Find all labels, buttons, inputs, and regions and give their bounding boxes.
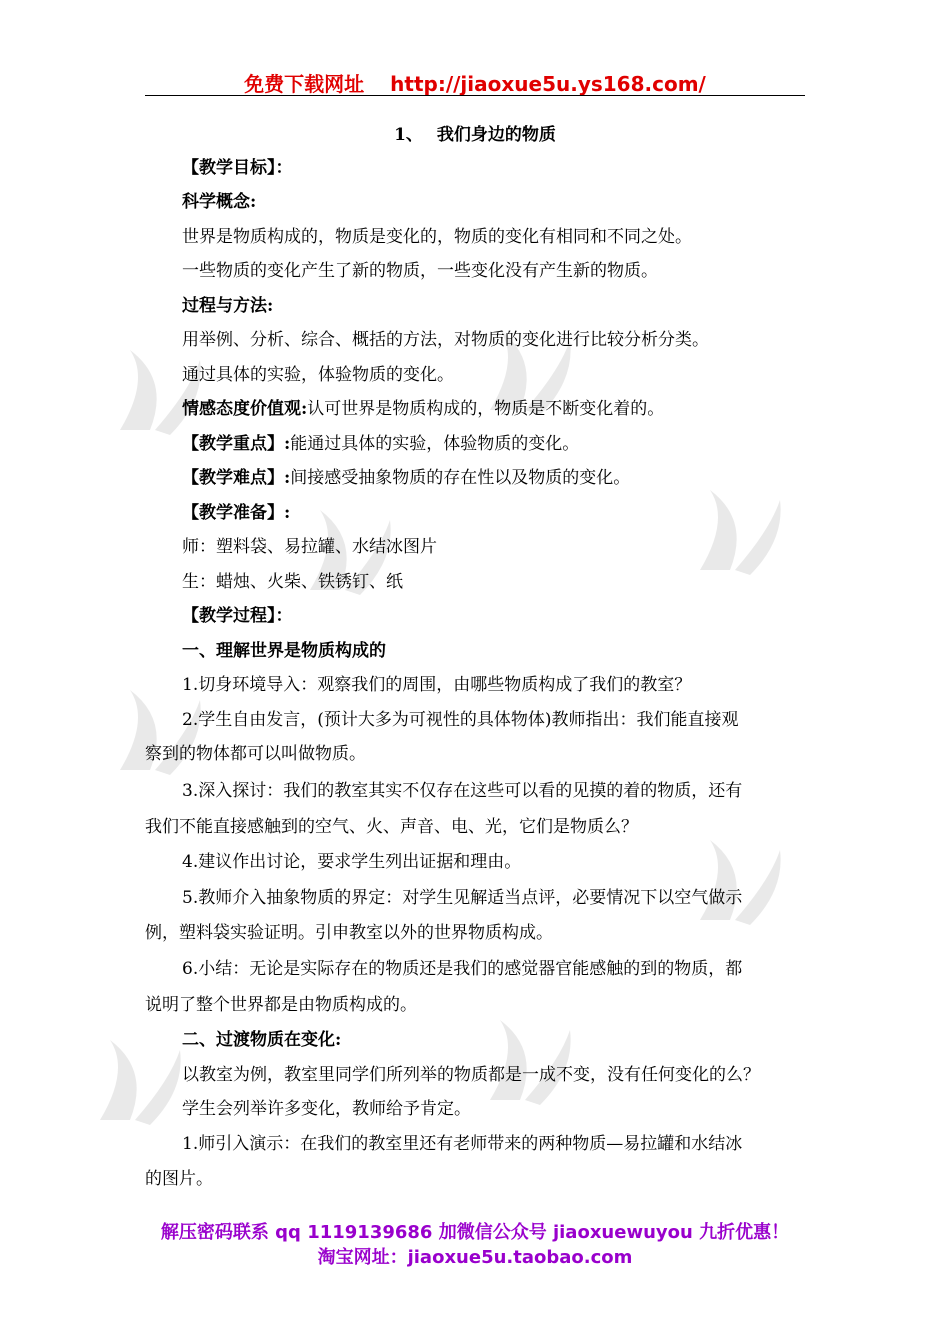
part2-line-2: 学生会列举许多变化，教师给予肯定。	[182, 1099, 471, 1119]
prep-teacher: 师：塑料袋、易拉罐、水结冰图片	[182, 537, 437, 557]
watermark-logo-icon	[110, 340, 310, 440]
prep-student: 生：蜡烛、火柴、铁锈钉、纸	[182, 572, 403, 592]
part1-heading: 一、理解世界是物质构成的	[182, 641, 386, 661]
header-url[interactable]: http://jiaoxue5u.ys168.com/	[390, 72, 706, 96]
concept-line-2: 一些物质的变化产生了新的物质，一些变化没有产生新的物质。	[182, 261, 658, 281]
difficulty-text: 间接感受抽象物质的存在性以及物质的变化。	[290, 468, 631, 488]
paragraph-1: 1.切身环境导入：观察我们的周围，由哪些物质构成了我们的教室？	[182, 675, 692, 695]
title-number: 1、	[394, 125, 423, 145]
paragraph-3a: 3.深入探讨：我们的教室其实不仅存在这些可以看的见摸的着的物质，还有	[182, 781, 743, 801]
attitude-text: 认可世界是物质构成的，物质是不断变化着的。	[307, 399, 665, 419]
paragraph-4: 4.建议作出讨论，要求学生列出证据和理由。	[182, 852, 522, 872]
header-prefix: 免费下载网址	[244, 72, 365, 96]
process-line-2: 通过具体的实验，体验物质的变化。	[182, 365, 454, 385]
paragraph-2b: 察到的物体都可以叫做物质。	[145, 744, 366, 764]
paragraph-5b: 例，塑料袋实验证明。引申教室以外的世界物质构成。	[145, 923, 553, 943]
key-label: 【教学重点】:	[182, 434, 291, 454]
part2-line-3b: 的图片。	[145, 1169, 213, 1189]
header-banner	[145, 68, 805, 96]
science-concept-heading: 科学概念:	[182, 192, 257, 212]
header-rule	[145, 95, 805, 96]
paragraph-3b: 我们不能直接感触到的空气、火、声音、电、光，它们是物质么？	[145, 817, 638, 837]
part2-heading: 二、过渡物质在变化:	[182, 1030, 342, 1050]
prep-heading: 【教学准备】:	[182, 503, 291, 523]
difficulty-label: 【教学难点】:	[182, 468, 291, 488]
process-line-1: 用举例、分析、综合、概括的方法，对物质的变化进行比较分析分类。	[182, 330, 709, 350]
process-heading: 过程与方法:	[182, 296, 274, 316]
concept-line-1: 世界是物质构成的，物质是变化的，物质的变化有相同和不同之处。	[182, 227, 692, 247]
title-text: 我们身边的物质	[436, 125, 556, 145]
paragraph-5a: 5.教师介入抽象物质的界定：对学生见解适当点评，必要情况下以空气做示	[182, 888, 743, 908]
goals-heading: 【教学目标】：	[182, 158, 293, 178]
attitude-line	[182, 397, 664, 421]
paragraph-6a: 6.小结：无论是实际存在的物质还是我们的感觉器官能感触的到的物质，都	[182, 959, 743, 979]
paragraph-2a: 2.学生自由发言，(预计大多为可视性的具体物体)教师指出：我们能直接观	[182, 710, 739, 730]
watermark-logo-icon	[690, 830, 890, 930]
footer-contact: 解压密码联系 qq 1119139686 加微信公众号 jiaoxuewuyou 九折优惠！	[160, 1222, 790, 1243]
attitude-label: 情感态度价值观:	[182, 399, 308, 419]
process-main-heading: 【教学过程】：	[182, 606, 293, 626]
footer-taobao[interactable]: 淘宝网址：jiaoxue5u.taobao.com	[317, 1247, 633, 1268]
key-point-line	[182, 432, 579, 456]
paragraph-6b: 说明了整个世界都是由物质构成的。	[145, 995, 417, 1015]
part2-line-3a: 1.师引入演示：在我们的教室里还有老师带来的两种物质—易拉罐和水结冰	[182, 1134, 743, 1154]
watermark-logo-icon	[690, 480, 890, 580]
watermark-logo-icon	[480, 1010, 680, 1110]
difficulty-line	[182, 466, 630, 490]
part2-line-1: 以教室为例，教室里同学们所列举的物质都是一成不变，没有任何变化的么？	[182, 1065, 760, 1085]
key-text: 能通过具体的实验，体验物质的变化。	[290, 434, 580, 454]
page-title	[145, 120, 805, 145]
